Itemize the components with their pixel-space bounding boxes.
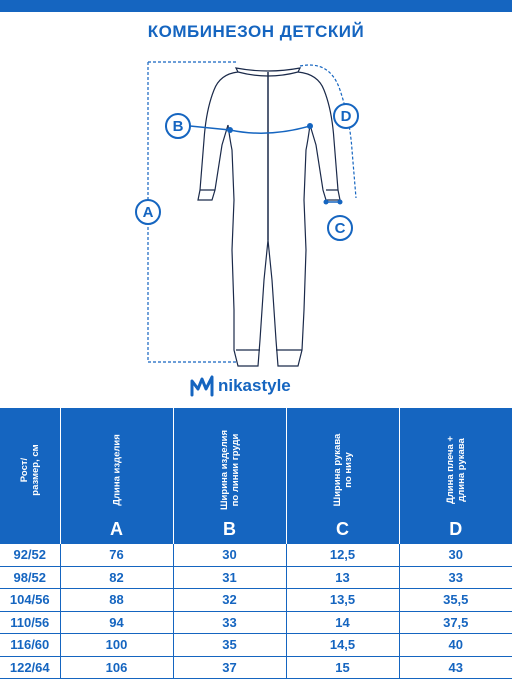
header-sleeve-length: Длина плеча + длина рукава D <box>399 408 512 544</box>
table-cell: 37 <box>173 656 286 679</box>
dimension-d-line <box>300 65 356 198</box>
table-cell: 40 <box>399 634 512 657</box>
dimension-a-label: A <box>142 204 154 221</box>
table-row <box>0 656 512 679</box>
header-chest-width: Ширина изделия по линии груди B <box>173 408 286 544</box>
table-cell: 104/56 <box>0 589 60 612</box>
table-cell: 12,5 <box>286 544 399 566</box>
table-cell: 14 <box>286 611 399 634</box>
table-cell: 92/52 <box>0 544 60 566</box>
table-cell: 116/60 <box>0 634 60 657</box>
header-size: Рост/ размер, см <box>0 408 60 544</box>
header-length: Длина изделия A <box>60 408 173 544</box>
table-cell: 33 <box>173 611 286 634</box>
table-row <box>0 611 512 634</box>
table-cell: 100 <box>60 634 173 657</box>
page-title: КОМБИНЕЗОН ДЕТСКИЙ <box>147 22 365 41</box>
table-row <box>0 566 512 589</box>
table-cell: 14,5 <box>286 634 399 657</box>
table-cell: 30 <box>173 544 286 566</box>
brand-name: nikastyle <box>218 376 291 395</box>
dimension-b-label: B <box>172 118 184 135</box>
table-row <box>0 544 512 566</box>
table-cell: 98/52 <box>0 566 60 589</box>
header-sleeve-width: Ширина рукава по низу C <box>286 408 399 544</box>
table-cell: 106 <box>60 656 173 679</box>
table-cell: 76 <box>60 544 173 566</box>
table-cell: 37,5 <box>399 611 512 634</box>
nikastyle-logo-icon <box>190 375 214 397</box>
dimension-c-label: C <box>334 220 346 237</box>
table-cell: 94 <box>60 611 173 634</box>
dimension-b-line <box>190 126 310 133</box>
table-cell: 13 <box>286 566 399 589</box>
table-cell: 15 <box>286 656 399 679</box>
table-row <box>0 634 512 657</box>
table-cell: 33 <box>399 566 512 589</box>
table-cell: 30 <box>399 544 512 566</box>
jumpsuit-outline <box>198 68 340 366</box>
table-cell: 88 <box>60 589 173 612</box>
table-cell: 122/64 <box>0 656 60 679</box>
garment-diagram <box>0 50 512 380</box>
table-cell: 31 <box>173 566 286 589</box>
brand-logo <box>190 374 291 398</box>
table-cell: 35 <box>173 634 286 657</box>
table-cell: 43 <box>399 656 512 679</box>
size-table <box>0 408 512 683</box>
table-cell: 35,5 <box>399 589 512 612</box>
table-row <box>0 589 512 612</box>
table-cell: 13,5 <box>286 589 399 612</box>
table-cell: 82 <box>60 566 173 589</box>
table-cell: 32 <box>173 589 286 612</box>
dimension-a-line <box>148 62 236 362</box>
table-header-row <box>0 408 512 544</box>
top-bar <box>0 0 512 12</box>
dimension-d-label: D <box>340 108 352 125</box>
table-cell: 110/56 <box>0 611 60 634</box>
